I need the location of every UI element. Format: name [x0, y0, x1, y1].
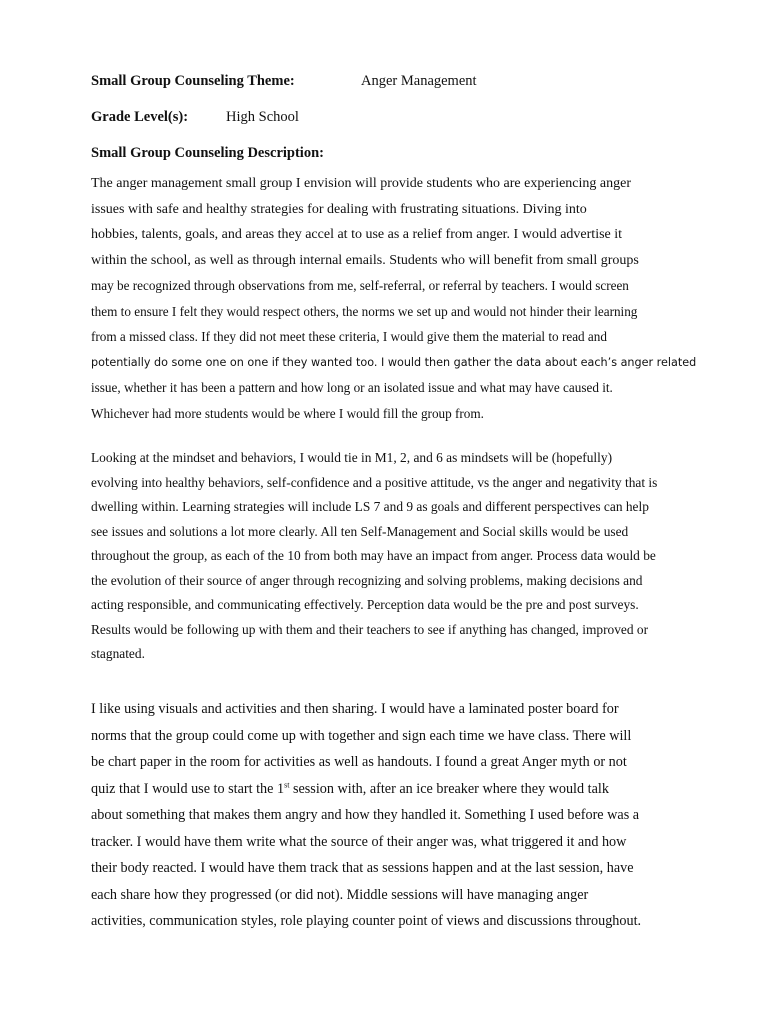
theme-row: [91, 73, 477, 90]
paragraph-line: stagnated.: [91, 646, 145, 661]
paragraph-line: evolving into healthy behaviors, self-confidence and a positive attitude, vs the anger and negativity that is: [91, 474, 658, 490]
paragraph-line: dwelling within. Learning strategies will include LS 7 and 9 as goals and different perspectives can help: [91, 499, 649, 514]
paragraph-line: Looking at the mindset and behaviors, I would tie in M1, 2, and 6 as mindsets will be (hopefully): [91, 450, 613, 465]
paragraph-line: may be recognized through observations from me, self-referral, or referral by teachers. I would screen: [91, 278, 629, 293]
paragraph-line: The anger management small group I envision will provide students who are experiencing anger: [91, 176, 631, 191]
paragraph-line: Results would be following up with them and their teachers to see if anything has changed, improved or: [91, 621, 649, 637]
description-heading: Small Group Counseling Description:: [91, 145, 324, 161]
mindset-paragraph: [91, 446, 681, 667]
paragraph-fragment: potentially do some one on one if they wanted too.: [91, 355, 378, 369]
paragraph-line: the evolution of their source of anger through recognizing and solving problems, making decisions and: [91, 572, 643, 588]
paragraph-fragment: session with, after an ice breaker where they would talk: [289, 780, 609, 797]
paragraph-line-mixed: [91, 776, 681, 803]
description-paragraph: [91, 171, 697, 426]
paragraph-line: tracker. I would have them write what the source of their anger was, what triggered it and how: [91, 833, 627, 850]
paragraph-line: their body reacted. I would have them track that as sessions happen and at the last session, have: [91, 860, 634, 876]
paragraph-fragment: I would then gather the data about each’s anger related: [377, 355, 697, 369]
paragraph-line: be chart paper in the room for activities as well as handouts. I found a great Anger myth or not: [91, 754, 627, 770]
activities-paragraph: [91, 696, 681, 935]
paragraph-line: acting responsible, and communicating effectively. Perception data would be the pre and post surveys.: [91, 597, 639, 612]
paragraph-line: within the school, as well as through internal emails. Students who will benefit from small groups: [91, 252, 639, 268]
paragraph-line: norms that the group could come up with together and sign each time we have class. There will: [91, 727, 632, 744]
grade-row: [91, 109, 299, 126]
paragraph-line: about something that makes them angry and how they handled it. Something I used before was a: [91, 807, 640, 823]
paragraph-line: Whichever had more students would be where I would fill the group from.: [91, 405, 484, 421]
paragraph-line-mixed: [91, 350, 697, 376]
paragraph-line: issue, whether it has been a pattern and how long or an isolated issue and what may have caused it.: [91, 380, 613, 395]
paragraph-line: see issues and solutions a lot more clearly. All ten Self-Management and Social skills would be used: [91, 523, 629, 539]
theme-value: Anger Management: [361, 73, 477, 89]
paragraph-line: hobbies, talents, goals, and areas they accel at to use as a relief from anger. I would advertise it: [91, 227, 623, 242]
paragraph-line: I like using visuals and activities and then sharing. I would have a laminated poster board for: [91, 701, 619, 717]
paragraph-line: from a missed class. If they did not meet these criteria, I would give them the material to read and: [91, 329, 607, 344]
paragraph-line: throughout the group, as each of the 10 from both may have an impact from anger. Process data would be: [91, 548, 656, 563]
paragraph-line: them to ensure I felt they would respect others, the norms we set up and would not hinder their learning: [91, 303, 638, 319]
ordinal-suffix: st: [284, 779, 290, 789]
paragraph-line: each share how they progressed (or did not). Middle sessions will have managing anger: [91, 886, 589, 903]
paragraph-line: issues with safe and healthy strategies for dealing with frustrating situations. Diving into: [91, 201, 587, 217]
paragraph-fragment: quiz that I would use to start the 1: [91, 780, 285, 797]
grade-value: High School: [226, 109, 299, 125]
theme-label: Small Group Counseling Theme:: [91, 73, 295, 89]
grade-label: Grade Level(s):: [91, 109, 189, 125]
paragraph-line: activities, communication styles, role playing counter point of views and discussions throughout.: [91, 913, 642, 929]
